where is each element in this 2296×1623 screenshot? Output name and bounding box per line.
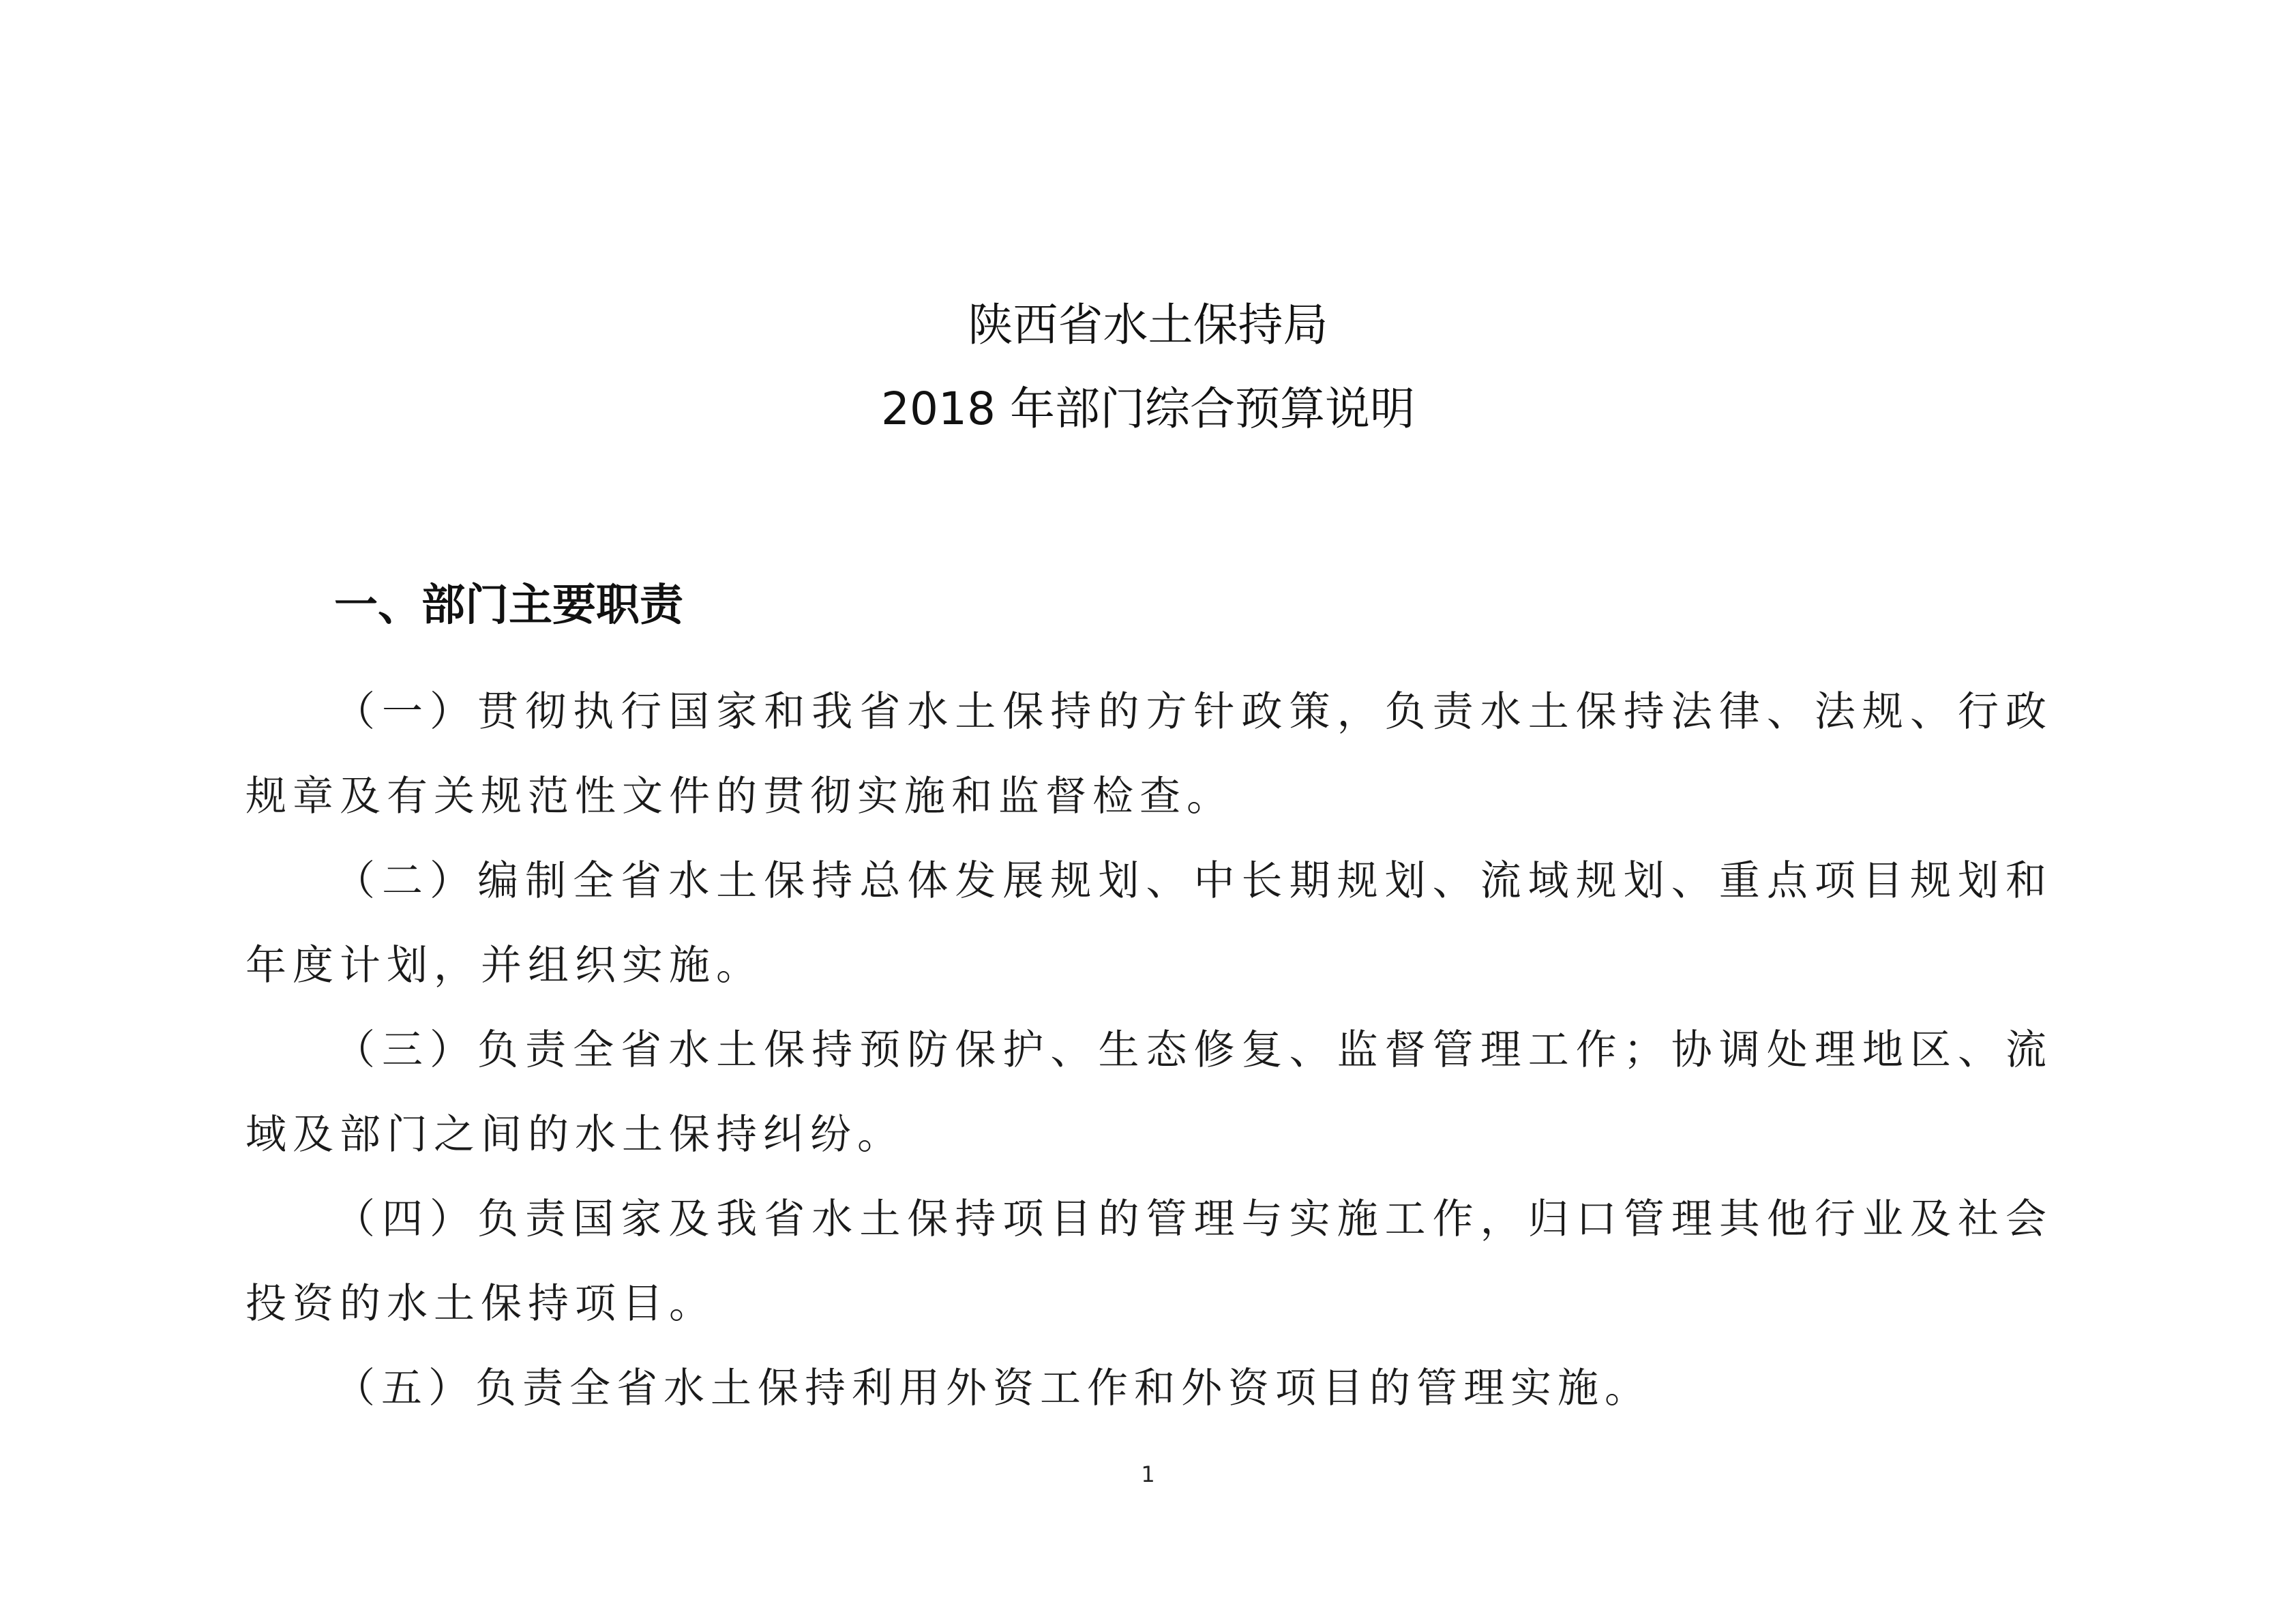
document-subtitle: 2018 年部门综合预算说明 bbox=[881, 383, 1415, 435]
paragraph-duty-1: （一）贯彻执行国家和我省水土保持的方针政策，负责水土保持法律、法规、行政规章及有关规范性文件的贯彻实施和监督检查。 bbox=[245, 688, 2053, 820]
section-heading: 一、部门主要职责 bbox=[334, 580, 683, 631]
page-number: 1 bbox=[1141, 1461, 1155, 1487]
paragraph-duty-2: （二）编制全省水土保持总体发展规划、中长期规划、流域规划、重点项目规划和年度计划，并组织实施。 bbox=[245, 857, 2053, 989]
paragraph-duty-5: （五）负责全省水土保持利用外资工作和外资项目的管理实施。 bbox=[334, 1365, 1652, 1412]
paragraph-duty-4: （四）负责国家及我省水土保持项目的管理与实施工作，归口管理其他行业及社会投资的水土保持项目。 bbox=[245, 1195, 2053, 1328]
document-title: 陕西省水土保持局 bbox=[968, 299, 1328, 351]
paragraph-duty-3: （三）负责全省水土保持预防保护、生态修复、监督管理工作；协调处理地区、流域及部门之间的水土保持纠纷。 bbox=[245, 1026, 2053, 1159]
